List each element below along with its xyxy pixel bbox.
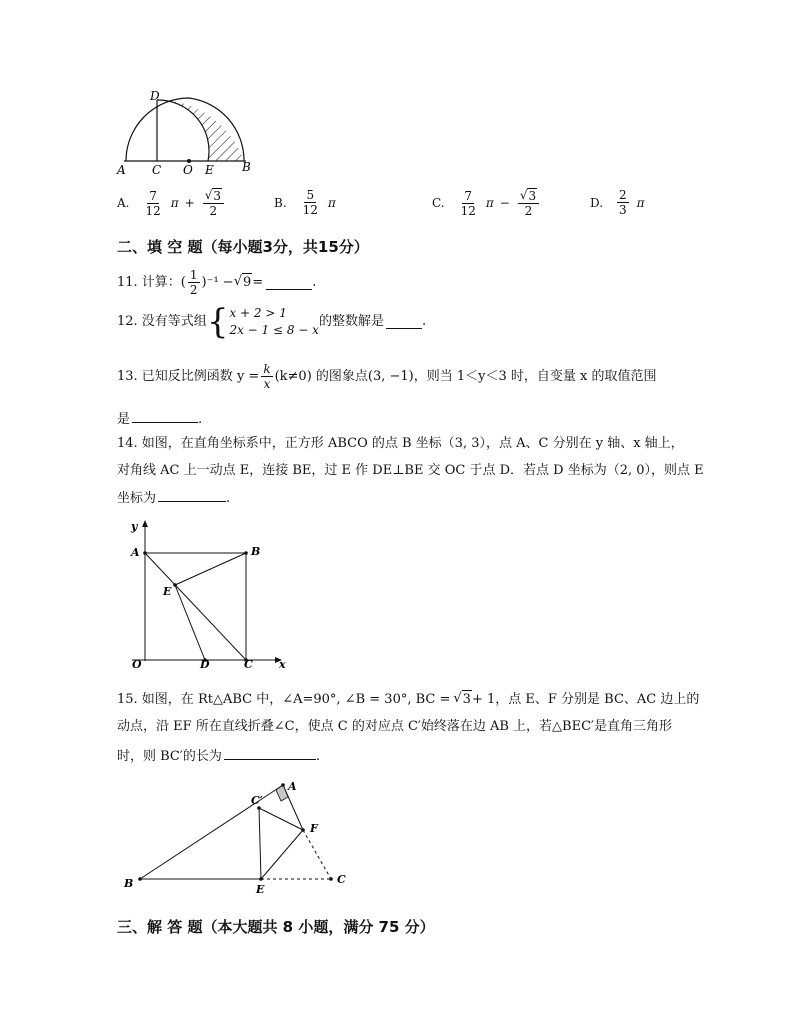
radicand: 3 [213,189,222,203]
option-d[interactable] [590,188,645,217]
question-13-line-2 [117,409,202,429]
question-13 [117,362,657,391]
q11-sqrt: √ 9 [233,274,252,290]
option-a-label: A. [117,196,130,210]
pi-symbol: π [636,195,645,210]
frac-num: k [263,362,271,376]
label-e: E [205,163,214,177]
pi-symbol: π [170,196,179,210]
segment-be [175,553,246,585]
y-axis-arrow-icon [142,520,148,527]
option-b-label: B. [274,195,287,210]
pi-symbol: π [485,196,494,210]
point-a [143,551,147,555]
frac-den: 12 [145,203,161,218]
segment-fc-dashed [303,830,331,879]
q12-end: . [421,314,427,329]
point-b [244,551,248,555]
frac-den: 12 [302,203,318,217]
label-e: E [163,585,172,598]
pi-symbol: π [327,195,336,210]
option-c-label: C. [432,196,445,210]
q11-exp: )⁻¹ − [201,274,234,290]
frac-num: 2 [619,188,627,202]
frac-num: 7 [464,188,473,203]
point-e [259,877,263,881]
question-14-line-2: 对角线 AC 上一动点 E，连接 BE，过 E 作 DE⊥BE 交 OC 于点 D．若点 D 坐标为（2, 0），则点 E [117,463,704,478]
q11-prefix: 11. 计算：( [117,274,186,290]
segment-ef [261,830,303,879]
label-a: A [117,163,126,177]
q13-mid: (k≠0) 的图象点(3, −1)，则当 1＜y＜3 时，自变量 x 的取值范围 [274,368,657,384]
option-c-sqrt-fraction: √ 3 2 [518,188,539,218]
point-f [301,828,305,832]
answer-blank-15[interactable] [224,746,316,760]
question-11 [117,268,316,297]
label-c: C [244,658,253,671]
label-cprime: C′ [251,794,263,807]
frac-den: x [263,377,271,391]
option-d-fraction [617,188,629,217]
q15-line1-a: 15. 如图，在 Rt△ABC 中，∠A=90°, ∠B = 30°, BC = [117,691,451,707]
q11-fraction [188,268,200,297]
segment-cpf [259,808,303,830]
label-a: A [131,546,140,559]
point-e [173,583,177,587]
label-b: B [124,877,134,890]
q14-end: . [226,491,231,506]
label-e: E [256,883,265,896]
section-3-title: 三、解 答 题（本大题共 8 小题，满分 75 分） [117,918,435,936]
semicircle-figure [110,88,270,180]
q15-line3: 时，则 BC′的长为 [117,749,222,764]
option-a-fraction [143,189,162,218]
inequality-system [206,302,319,342]
frac-num: 5 [306,188,315,202]
square-coordinate-figure [118,518,298,674]
q14-line3: 坐标为 [117,491,157,506]
question-14-line-3 [117,488,230,508]
frac-num: 7 [149,188,157,203]
right-angle-icon [276,785,288,801]
question-12 [117,302,427,342]
label-b: B [242,160,251,174]
minus-sign: − [499,196,510,210]
radicand: 3 [528,189,537,203]
option-b[interactable] [274,188,336,217]
label-b: B [251,545,261,558]
option-c[interactable] [432,188,541,218]
option-a[interactable] [117,188,226,218]
frac-num: 1 [189,268,198,282]
inner-arc [157,100,209,161]
label-d: D [150,89,160,103]
inequality-row-2: 2x − 1 ≤ 8 − x [229,323,319,337]
label-x: x [279,658,286,671]
question-15-line-1 [117,690,699,709]
frac-den: 2 [189,283,198,297]
q11-eq: = [252,274,264,290]
answer-blank-14[interactable] [158,488,226,502]
diagonal-ac [145,553,246,660]
question-15-line-2: 动点，沿 EF 所在直线折叠∠C，使点 C 的对应点 C′始终落在边 AB 上，若△BEC′是直角三角形 [117,719,673,734]
radicand: 3 [462,692,471,707]
option-d-label: D. [590,195,604,210]
q13-line2: 是 [117,412,131,427]
answer-blank-11[interactable] [266,276,312,290]
option-c-fraction [459,189,478,218]
frac-den: 2 [524,204,533,218]
option-b-fraction [301,188,320,217]
label-o: O [183,163,193,177]
q15-line1-b: + 1，点 E、F 分别是 BC、AC 边上的 [471,691,700,707]
label-d: D [200,658,210,671]
q15-end: . [315,749,320,764]
q13-prefix: 13. 已知反比例函数 y = [117,368,260,384]
triangle-fold-figure [118,778,358,896]
q11-end: . [312,274,317,290]
segment-cpe [259,808,261,879]
answer-blank-13[interactable] [132,409,198,423]
label-y: y [131,520,138,533]
plus-sign: + [184,196,195,210]
section-2-title: 二、填 空 题（每小题3分，共15分） [117,238,369,256]
frac-den: 2 [209,204,218,218]
q13-fraction [261,362,272,391]
q13-end: . [198,412,203,427]
q12-suffix: 的整数解是 [318,314,384,329]
frac-den: 12 [460,203,476,218]
answer-blank-12[interactable] [386,315,422,329]
point-c [329,877,333,881]
point-a [281,783,285,787]
question-15-line-3 [117,746,320,766]
label-o: O [132,658,142,671]
frac-den: 3 [619,203,627,217]
q15-sqrt: √ 3 [453,691,471,707]
label-c: C [337,873,346,886]
q12-prefix: 12. 没有等式组 [117,314,207,329]
label-a: A [288,780,297,793]
point-b [138,877,142,881]
left-brace-icon: { [206,302,229,342]
label-c: C [152,163,162,177]
shaded-region [157,100,244,161]
question-14-line-1: 14. 如图，在直角坐标系中，正方形 ABCO 的点 B 坐标（3, 3），点 A、C 分别在 y 轴、x 轴上， [117,436,684,451]
radicand: 9 [243,275,252,290]
segment-de [175,585,205,660]
option-a-sqrt-fraction: √ 3 2 [203,188,224,218]
label-f: F [310,822,318,835]
inequality-row-1: x + 2 > 1 [229,306,287,320]
